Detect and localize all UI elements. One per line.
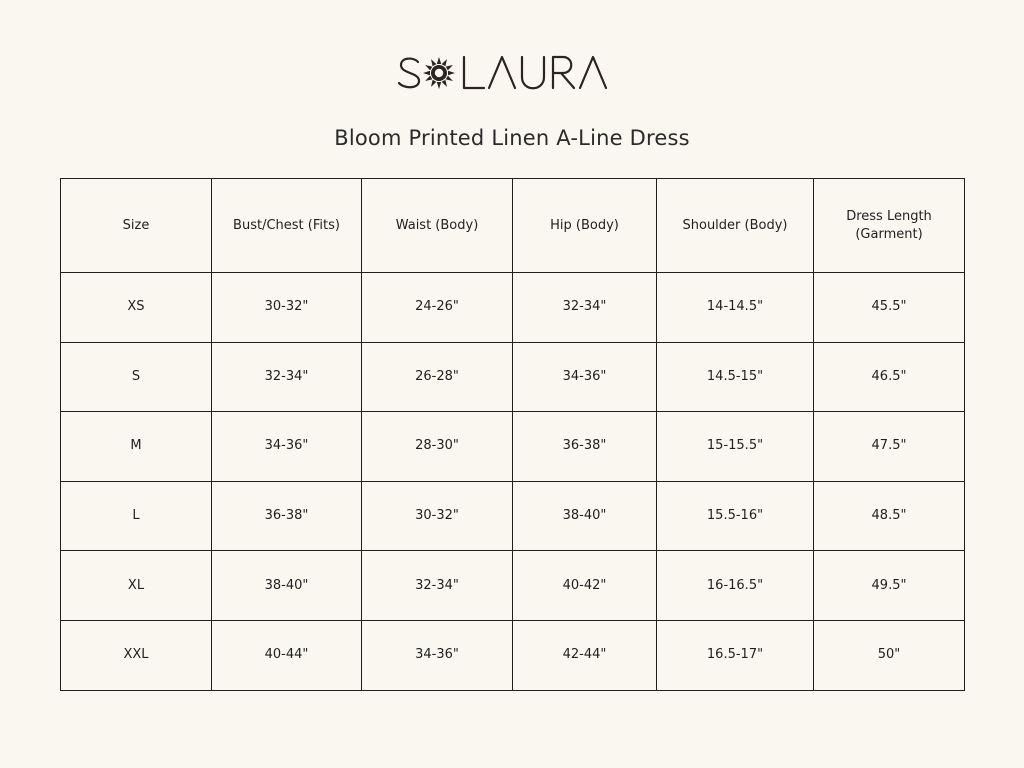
cell-shoulder: 16.5-17" [657, 620, 814, 690]
cell-bust: 34-36" [212, 412, 362, 482]
table-row [61, 481, 965, 551]
cell-bust: 36-38" [212, 481, 362, 551]
cell-waist: 28-30" [362, 412, 513, 482]
cell-hip: 34-36" [513, 342, 657, 412]
cell-bust: 30-32" [212, 273, 362, 343]
cell-shoulder: 16-16.5" [657, 551, 814, 621]
cell-hip: 32-34" [513, 273, 657, 343]
header-bust: Bust/Chest (Fits) [212, 179, 362, 273]
cell-hip: 36-38" [513, 412, 657, 482]
cell-dress-length: 50" [814, 620, 965, 690]
sun-icon [423, 57, 455, 89]
cell-waist: 26-28" [362, 342, 513, 412]
cell-shoulder: 15.5-16" [657, 481, 814, 551]
header-hip: Hip (Body) [513, 179, 657, 273]
cell-waist: 24-26" [362, 273, 513, 343]
cell-shoulder: 14.5-15" [657, 342, 814, 412]
cell-waist: 30-32" [362, 481, 513, 551]
size-chart-table [60, 178, 965, 691]
cell-size: L [61, 481, 212, 551]
cell-hip: 42-44" [513, 620, 657, 690]
cell-dress-length: 49.5" [814, 551, 965, 621]
table-row [61, 273, 965, 343]
cell-dress-length: 48.5" [814, 481, 965, 551]
header-size: Size [61, 179, 212, 273]
brand-logo [0, 48, 1024, 98]
cell-bust: 40-44" [212, 620, 362, 690]
cell-size: XL [61, 551, 212, 621]
header-shoulder: Shoulder (Body) [657, 179, 814, 273]
cell-waist: 34-36" [362, 620, 513, 690]
cell-size: XXL [61, 620, 212, 690]
cell-size: XS [61, 273, 212, 343]
header-dress-length: Dress Length (Garment) [814, 179, 965, 273]
cell-hip: 38-40" [513, 481, 657, 551]
cell-shoulder: 15-15.5" [657, 412, 814, 482]
cell-shoulder: 14-14.5" [657, 273, 814, 343]
cell-size: M [61, 412, 212, 482]
solaura-logo-icon [392, 48, 632, 98]
cell-size: S [61, 342, 212, 412]
cell-dress-length: 46.5" [814, 342, 965, 412]
cell-bust: 32-34" [212, 342, 362, 412]
cell-dress-length: 45.5" [814, 273, 965, 343]
cell-dress-length: 47.5" [814, 412, 965, 482]
table-row [61, 620, 965, 690]
cell-bust: 38-40" [212, 551, 362, 621]
table-row [61, 412, 965, 482]
table-header-row [61, 179, 965, 273]
header-waist: Waist (Body) [362, 179, 513, 273]
cell-waist: 32-34" [362, 551, 513, 621]
cell-hip: 40-42" [513, 551, 657, 621]
product-title: Bloom Printed Linen A-Line Dress [334, 126, 690, 150]
table-row [61, 342, 965, 412]
table-row [61, 551, 965, 621]
